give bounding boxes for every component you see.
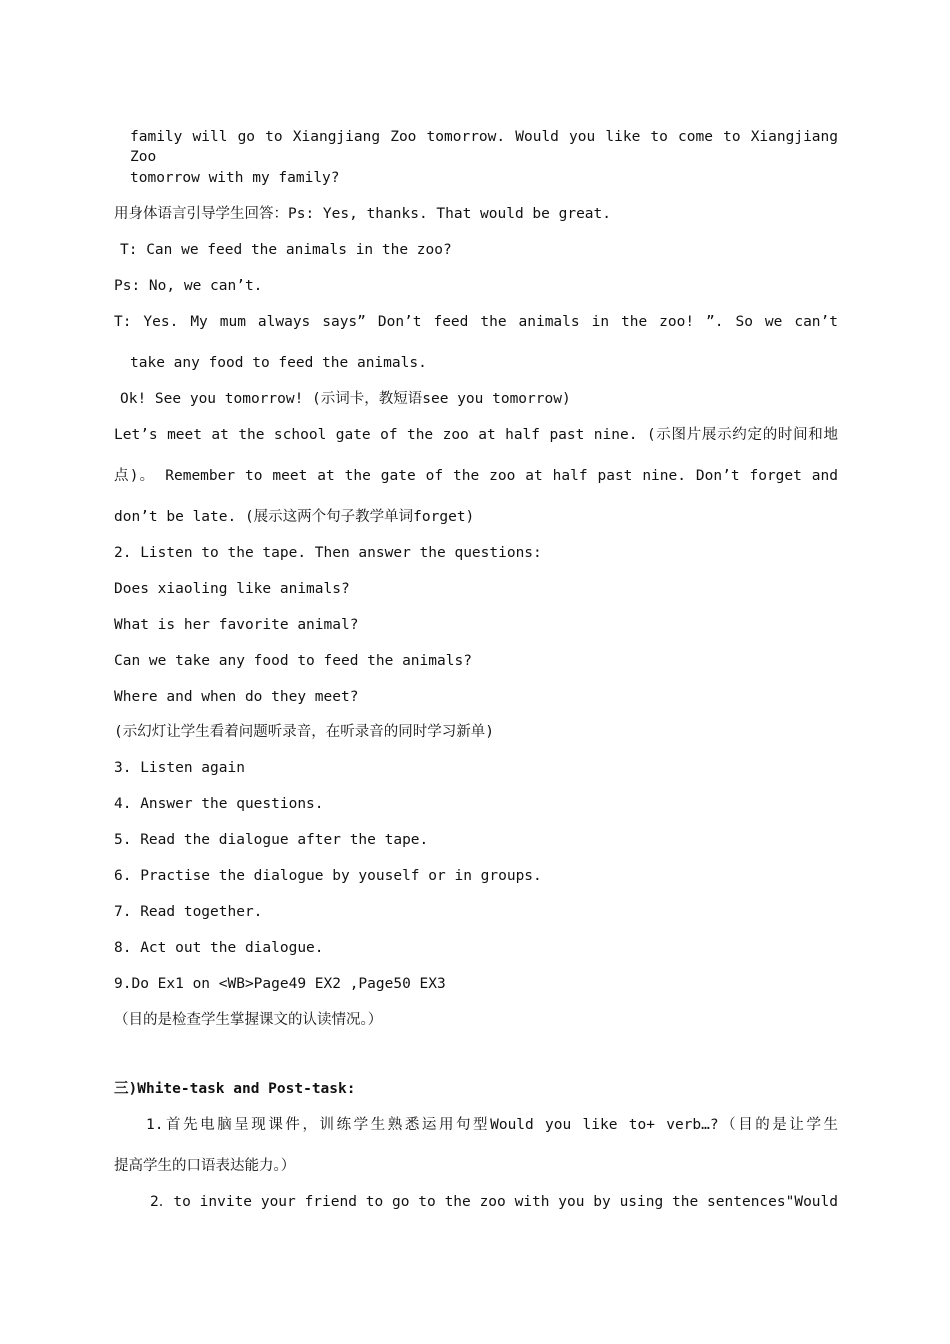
text-line: Where and when do they meet? xyxy=(114,689,359,705)
text-line: What is her favorite animal? xyxy=(114,617,359,633)
section-heading: 三)White-task and Post-task: xyxy=(114,1081,356,1097)
text-line: 用身体语言引导学生回答：Ps: Yes, thanks. That would be great. xyxy=(114,206,611,222)
text-line: family will go to Xiangjiang Zoo tomorrow. Would you like to come to Xiangjiang Zoo xyxy=(130,129,838,165)
text-line: T: Can we feed the animals in the zoo? xyxy=(120,242,452,258)
text-line: 4. Answer the questions. xyxy=(114,796,324,812)
text-line: Ps: No, we can’t. xyxy=(114,278,263,294)
text-line: 2．to invite your friend to go to the zoo with you by using the sentences"Would xyxy=(150,1194,838,1210)
text-line: 8. Act out the dialogue. xyxy=(114,940,324,956)
text-line: (示幻灯让学生看着问题听录音，在听录音的同时学习新单) xyxy=(114,724,494,740)
text-line: 点)。 Remember to meet at the gate of the zoo at half past nine. Don’t forget and xyxy=(114,468,838,484)
text-line: 1.首先电脑呈现课件，训练学生熟悉运用句型Would you like to+ verb…?（目的是让学生 xyxy=(146,1117,838,1133)
text-line: 6. Practise the dialogue by youself or in groups. xyxy=(114,868,542,884)
text-line: 9.Do Ex1 on <WB>Page49 EX2 ,Page50 EX3 xyxy=(114,976,446,992)
text-line: Can we take any food to feed the animals? xyxy=(114,653,472,669)
text-line: Does xiaoling like animals? xyxy=(114,581,350,597)
text-line: 提高学生的口语表达能力。） xyxy=(114,1158,296,1174)
text-line: don’t be late. (展示这两个句子教学单词forget) xyxy=(114,509,475,525)
text-line: 5. Read the dialogue after the tape. xyxy=(114,832,429,848)
text-line: （目的是检查学生掌握课文的认读情况。） xyxy=(114,1012,383,1028)
text-line: 3. Listen again xyxy=(114,760,245,776)
text-line: tomorrow with my family? xyxy=(130,170,340,186)
text-line: T: Yes. My mum always says” Don’t feed the animals in the zoo! ”. So we can’t xyxy=(114,314,838,330)
text-line: Ok! See you tomorrow! (示词卡，教短语see you tomorrow) xyxy=(120,391,571,407)
text-line: Let’s meet at the school gate of the zoo at half past nine. (示图片展示约定的时间和地 xyxy=(114,427,838,443)
text-line: 7. Read together. xyxy=(114,904,263,920)
text-line: take any food to feed the animals. xyxy=(130,355,427,371)
text-line: 2. Listen to the tape. Then answer the questions: xyxy=(114,545,542,561)
